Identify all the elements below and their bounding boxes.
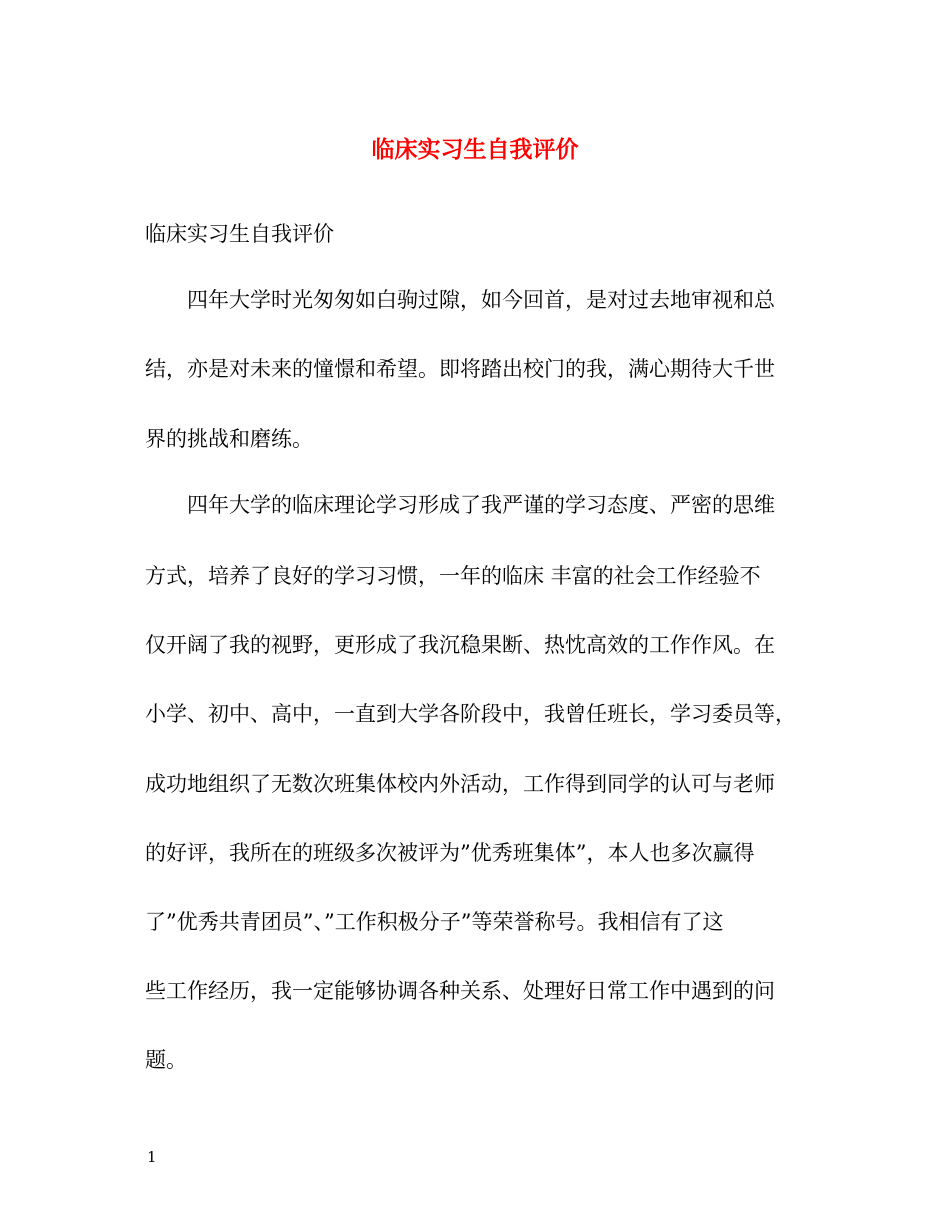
paragraph-2-line-5: 成功地组织了无数次班集体校内外活动，工作得到同学的认可与老师 (145, 772, 775, 796)
paragraph-2-line-4: 小学、初中、高中，一直到大学各阶段中，我曾任班长，学习委员等， (145, 702, 796, 726)
paragraph-2-line-3: 仅开阔了我的视野，更形成了我沉稳果断、热忱高效的工作作风。在 (145, 633, 775, 657)
paragraph-2-line-7: 了”优秀共青团员”、”工作积极分子”等荣誉称号。我相信有了这 (145, 910, 724, 934)
paragraph-1-line-3: 界的挑战和磨练。 (145, 427, 313, 451)
document-title: 临床实习生自我评价 (371, 136, 579, 163)
document-subtitle: 临床实习生自我评价 (145, 222, 334, 246)
page-number: 1 (147, 1148, 157, 1166)
paragraph-2-line-1: 四年大学的临床理论学习形成了我严谨的学习态度、严密的思维 (187, 493, 775, 517)
paragraph-2-line-2: 方式，培养了良好的学习习惯，一年的临床 丰富的社会工作经验不 (145, 564, 761, 588)
paragraph-1-line-2: 结，亦是对未来的憧憬和希望。即将踏出校门的我，满心期待大千世 (145, 357, 775, 381)
paragraph-2-line-9: 题。 (145, 1048, 187, 1072)
paragraph-1-line-1: 四年大学时光匆匆如白驹过隙，如今回首，是对过去地审视和总 (187, 288, 775, 312)
paragraph-2-line-8: 些工作经历，我一定能够协调各种关系、处理好日常工作中遇到的问 (145, 979, 775, 1003)
paragraph-2-line-6: 的好评，我所在的班级多次被评为”优秀班集体”，本人也多次赢得 (145, 841, 755, 865)
